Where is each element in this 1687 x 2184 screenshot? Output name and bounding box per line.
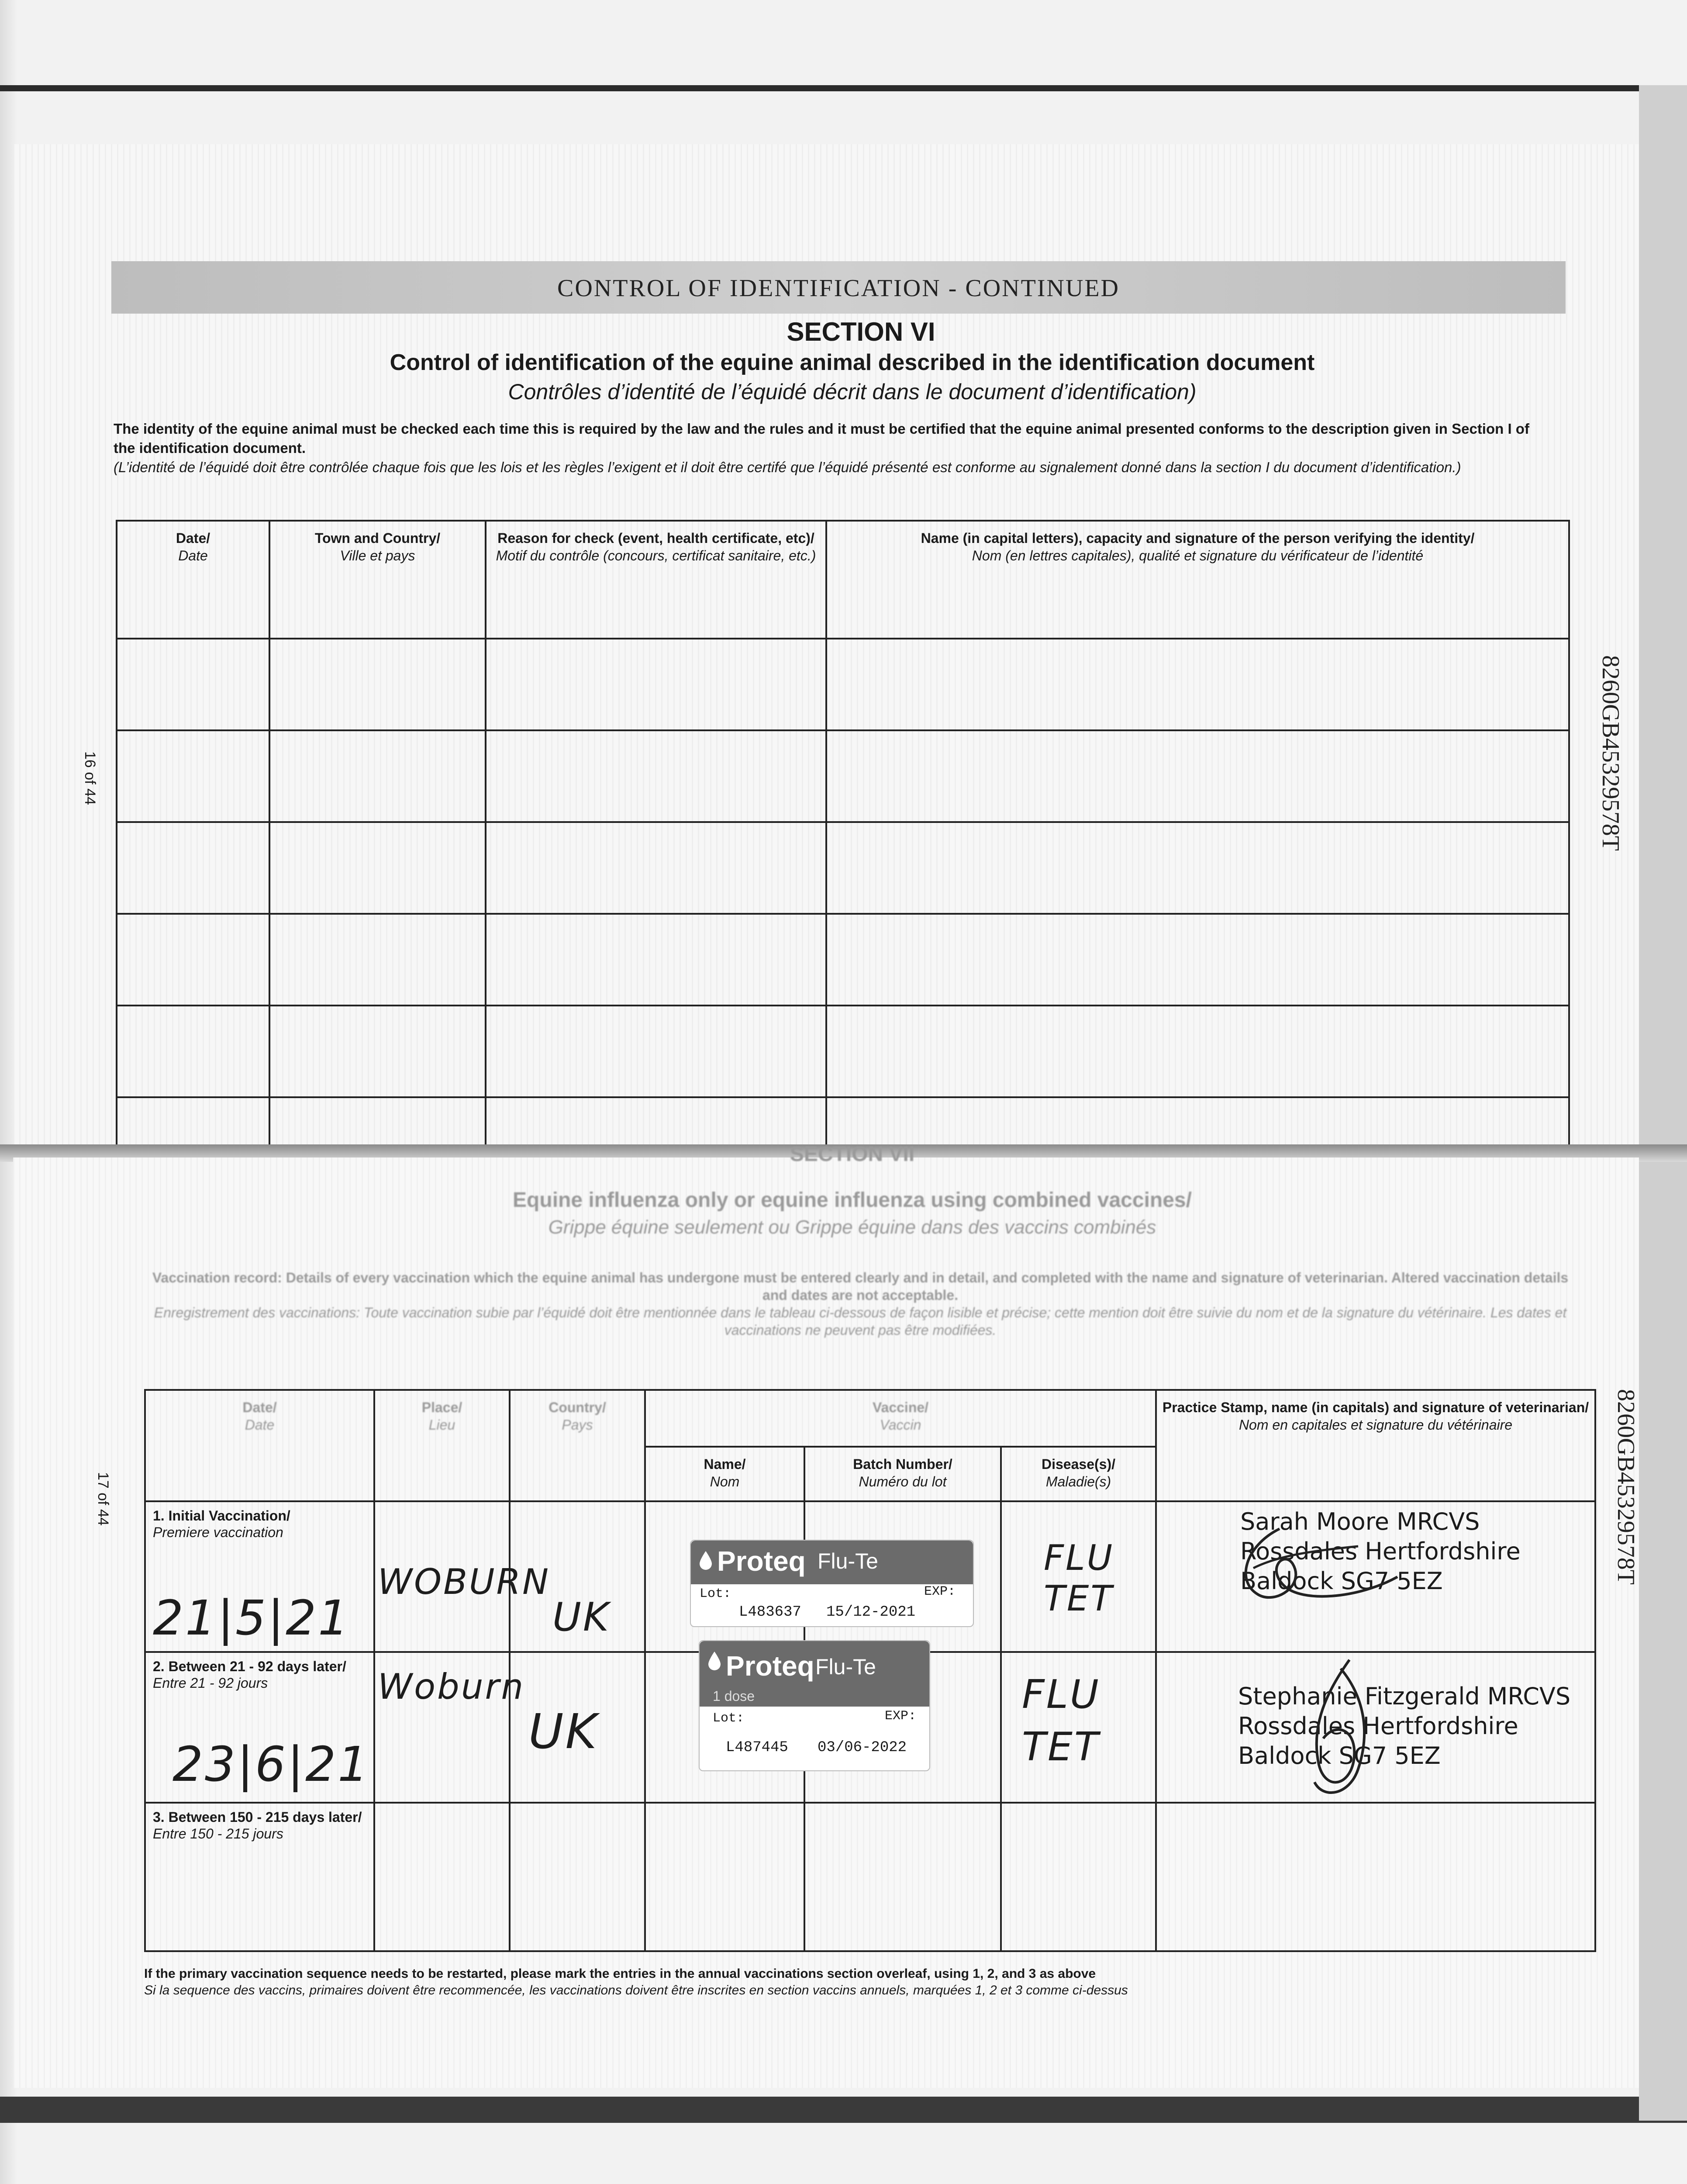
instruction-block (114, 419, 1555, 477)
vii-heading-fr: Grippe équine seulement ou Grippe équine dans des vaccins combinés (548, 1216, 1156, 1238)
handwritten-place-2: Woburn (378, 1666, 525, 1707)
table-row (117, 1006, 1569, 1097)
bottom-frame-line (0, 2097, 1687, 2123)
section-vi-title: SECTION VI (787, 317, 935, 346)
col-verifier: Name (in capital letters), capacity and signature of the person verifying the identity/ Nom (en lettres capitales), qualité et signature du vérificateur de l’identité (826, 521, 1569, 639)
col-vacc-place: Place/ Lieu (374, 1390, 510, 1501)
table-row (117, 914, 1569, 1006)
instruction-en: The identity of the equine animal must be checked each time this is required by the law and the rules and it must be certified that the equine animal presented conforms to the description given in Section I of the identification document. (114, 421, 1529, 456)
handwritten-country-2: UK (528, 1704, 599, 1759)
page-number-17: 17 of 44 (95, 1472, 111, 1526)
vaccine-label-2 (699, 1640, 930, 1771)
table-row (117, 1097, 1569, 1145)
vii-instruction-fr: Enregistrement des vaccinations: Toute vaccination subie par l’équidé doit être mentionnée dans le tableau ci-dessous de façon lisible et précise; cette mention doit être suivie du nom et de la signature du vétérinaire. Les dates et vaccinations ne peuvent pas être modifiées. (154, 1305, 1567, 1338)
table-row (117, 730, 1569, 822)
drop-icon (698, 1550, 714, 1571)
row-label-2: 2. Between 21 - 92 days later/ Entre 21 - 92 jours (145, 1652, 374, 1803)
vii-instruction-block (148, 1269, 1572, 1339)
vaccine-label-1 (690, 1540, 974, 1627)
footer-fr: Si la sequence des vaccins, primaires doivent être recommencée, les vaccinations doivent être inscrites en section vaccins annuels, marquées 1, 2 et 3 comme ci-dessus (144, 1983, 1128, 1997)
handwritten-date-2: 23|6|21 (172, 1736, 370, 1792)
label-header (700, 1641, 929, 1707)
col-vaccine-name: Name/ Nom (645, 1447, 804, 1501)
label-header (691, 1541, 973, 1584)
handwritten-disease-2: FLU TET (1022, 1672, 1101, 1770)
exp-date-1: 15/12-2021 (826, 1604, 916, 1621)
table-row (117, 639, 1569, 730)
col-vet: Practice Stamp, name (in capitals) and signature of veterinarian/ Nom en capitales et signature du vétérinaire (1156, 1390, 1595, 1501)
label-product: Flu-Te (818, 1549, 878, 1573)
top-frame-line (0, 85, 1687, 91)
page-number-16: 16 of 44 (82, 751, 98, 805)
drop-icon (707, 1651, 722, 1672)
col-vaccine: Vaccine/ Vaccin (645, 1390, 1156, 1447)
row-label-1: 1. Initial Vaccination/ Premiere vaccination (145, 1501, 374, 1652)
lot-label: Lot: (713, 1711, 745, 1726)
handwritten-disease-1: FLU TET (1044, 1538, 1114, 1619)
vii-heading-en: Equine influenza only or equine influenza using combined vaccines/ (513, 1189, 1192, 1212)
banner-text: CONTROL OF IDENTIFICATION - CONTINUED (557, 275, 1120, 302)
section-banner (111, 261, 1566, 314)
handwritten-date-1: 21|5|21 (153, 1590, 351, 1646)
section-vii-title: SECTION VII (790, 1143, 915, 1166)
lot-number-1: L483637 (739, 1604, 801, 1621)
heading-en: Control of identification of the equine animal described in the identification document (390, 350, 1315, 375)
col-vacc-country: Country/ Pays (510, 1390, 645, 1501)
row-label-3: 3. Between 150 - 215 days later/ Entre 150 - 215 jours (145, 1803, 374, 1951)
label-brand: Proteq (726, 1650, 814, 1682)
handwritten-country-1: UK (552, 1594, 611, 1640)
label-dose: 1 dose (713, 1688, 755, 1704)
instruction-fr: (L’identité de l’équidé doit être contrôlée chaque fois que les lois et les règles l’exigent et il doit être certifé que l’équidé présenté est conforme au signalement donné dans la section I du document d’identification.) (114, 459, 1461, 475)
vet-stamp-1: Sarah Moore MRCVS Rossdales Hertfordshire Baldock SG7 5EZ (1240, 1508, 1521, 1595)
label-product: Flu-Te (815, 1655, 876, 1679)
col-batch: Batch Number/ Numéro du lot (804, 1447, 1001, 1501)
vet-signature-2 (1284, 1655, 1397, 1804)
col-date: Date/ Date (117, 521, 269, 639)
passport-number-top: 8260GB45329578T (1597, 655, 1624, 851)
exp-label: EXP: (924, 1584, 956, 1599)
passport-number-bottom: 8260GB45329578T (1612, 1389, 1639, 1585)
table-row (145, 1803, 1595, 1951)
exp-date-2: 03/06-2022 (818, 1739, 907, 1756)
handwritten-place-1: WOBURN (378, 1562, 550, 1602)
lot-number-2: L487445 (726, 1739, 788, 1756)
footer-note (144, 1966, 1128, 1999)
vii-instruction-en: Vaccination record: Details of every vaccination which the equine animal has undergone must be entered clearly and in detail, and completed with the name and signature of veterinarian. Altered vaccination details and dates are not acceptable. (152, 1270, 1569, 1303)
col-reason: Reason for check (event, health certificate, etc)/ Motif du contrôle (concours, certificat sanitaire, etc.) (486, 521, 826, 639)
table-row (117, 822, 1569, 914)
col-disease: Disease(s)/ Maladie(s) (1001, 1447, 1156, 1501)
lot-label: Lot: (700, 1586, 731, 1601)
vet-signature-1 (1227, 1520, 1411, 1621)
col-town: Town and Country/ Ville et pays (269, 521, 486, 639)
label-brand: Proteq (717, 1545, 806, 1577)
heading-fr: Contrôles d’identité de l’équidé décrit dans le document d’identification) (508, 380, 1197, 404)
exp-label: EXP: (884, 1709, 916, 1724)
vet-stamp-2: Stephanie Fitzgerald MRCVS Rossdales Hertfordshire Baldock SG7 5EZ (1238, 1683, 1571, 1769)
footer-en: If the primary vaccination sequence needs to be restarted, please mark the entries in the annual vaccinations section overleaf, using 1, 2, and 3 as above (144, 1966, 1096, 1981)
col-vacc-date: Date/ Date (145, 1390, 374, 1501)
identity-check-table (116, 520, 1570, 1146)
